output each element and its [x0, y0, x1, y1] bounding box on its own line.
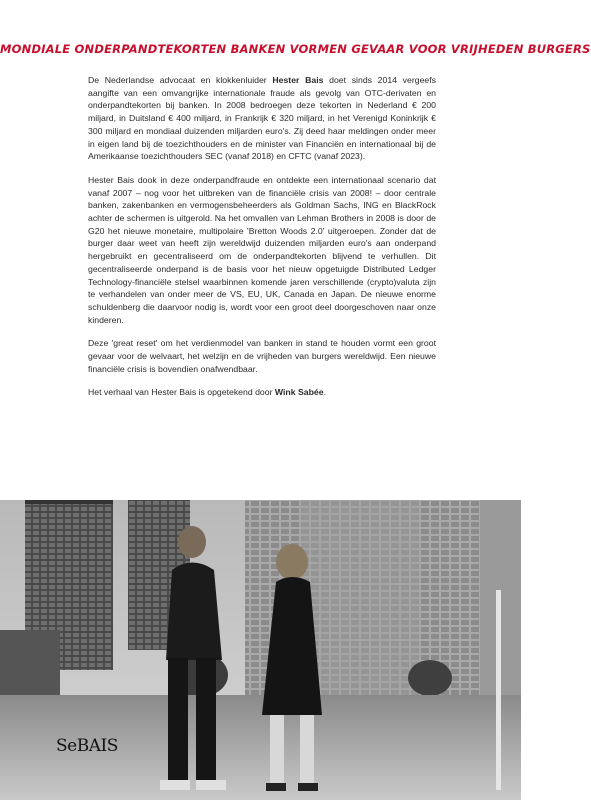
- back-cover-text: [88, 74, 436, 410]
- paragraph-4-end: .: [323, 387, 326, 398]
- paragraph-3: Deze 'great reset' om het verdienmodel van banken in stand te houden vormt een groot gevaar voor de welvaart, het welzijn en de vrijheden van burgers wereldwijd. Een nieuwe financiële crisis is bovendien onafwendbaar.: [88, 338, 436, 374]
- paragraph-1: [88, 74, 436, 163]
- paragraph-1-start: De Nederlandse advocaat en klokkenluider: [88, 75, 273, 85]
- paragraph-1-rest: doet sinds 2014 vergeefs aangifte van een omvangrijke internationale fraude als gevolg van OTC-derivaten en onderpandtekorten bij banken. In 2008 bedroegen deze tekorten in Nederland € 200 miljard, in Duitsland € 400 miljard, in Frankrijk € 320 miljard, in het Verenigd Koninkrijk € 300 miljard en mondiaal duizenden miljarden euro's. Zij deed haar meldingen onder meer in eigen land bij de toezichthouders en de minister van Financiën en internationaal bij de Amerikaanse toezichthouders SEC (vanaf 2018) en CFTC (vanaf 2023).: [88, 75, 436, 162]
- paragraph-4-start: Het verhaal van Hester Bais is opgetekend door: [88, 387, 275, 398]
- paragraph-4: [88, 386, 436, 399]
- publisher-logo: SeBAIS: [56, 736, 118, 756]
- author-name: Hester Bais: [272, 75, 324, 85]
- paragraph-2: Hester Bais dook in deze onderpandfraude en ontdekte een internationaal scenario dat vanaf 2007 – nog voor het uitbreken van de financiële crisis van 2008! – door centrale banken, zakenbanken en vermogensbeheerders als Goldman Sachs, ING en BlackRock achter de schermen is uitgerold. Na het omvallen van Lehman Brothers in 2008 is door de G20 het nieuwe monetaire, multipolaire 'Bretton Woods 2.0' uitgeroepen. Zonder dat de burger daar weet van heeft zijn wereldwijd duizenden miljarden euro's aan onderpand hergebruikt en gecentraliseerd om de onderpandtekorten blijvend te verhullen. Dit gecentraliseerde onderpand is de basis voor het nieuw opgetuigde Distributed Ledger Technology-financiële stelsel waarbinnen komende jaren verschillende (crypto)valuta zijn te verhandelen van onder meer de VS, EU, UK, Canada en Japan. De nieuwe enorme schuldenberg die daarvoor nodig is, wordt voor een groot deel doorgeschoven naar onze kinderen.: [88, 174, 436, 325]
- writer-name: Wink Sabée: [274, 387, 324, 398]
- headline: MONDIALE ONDERPANDTEKORTEN BANKEN VORMEN GEVAAR VOOR VRIJHEDEN BURGERS: [0, 42, 591, 56]
